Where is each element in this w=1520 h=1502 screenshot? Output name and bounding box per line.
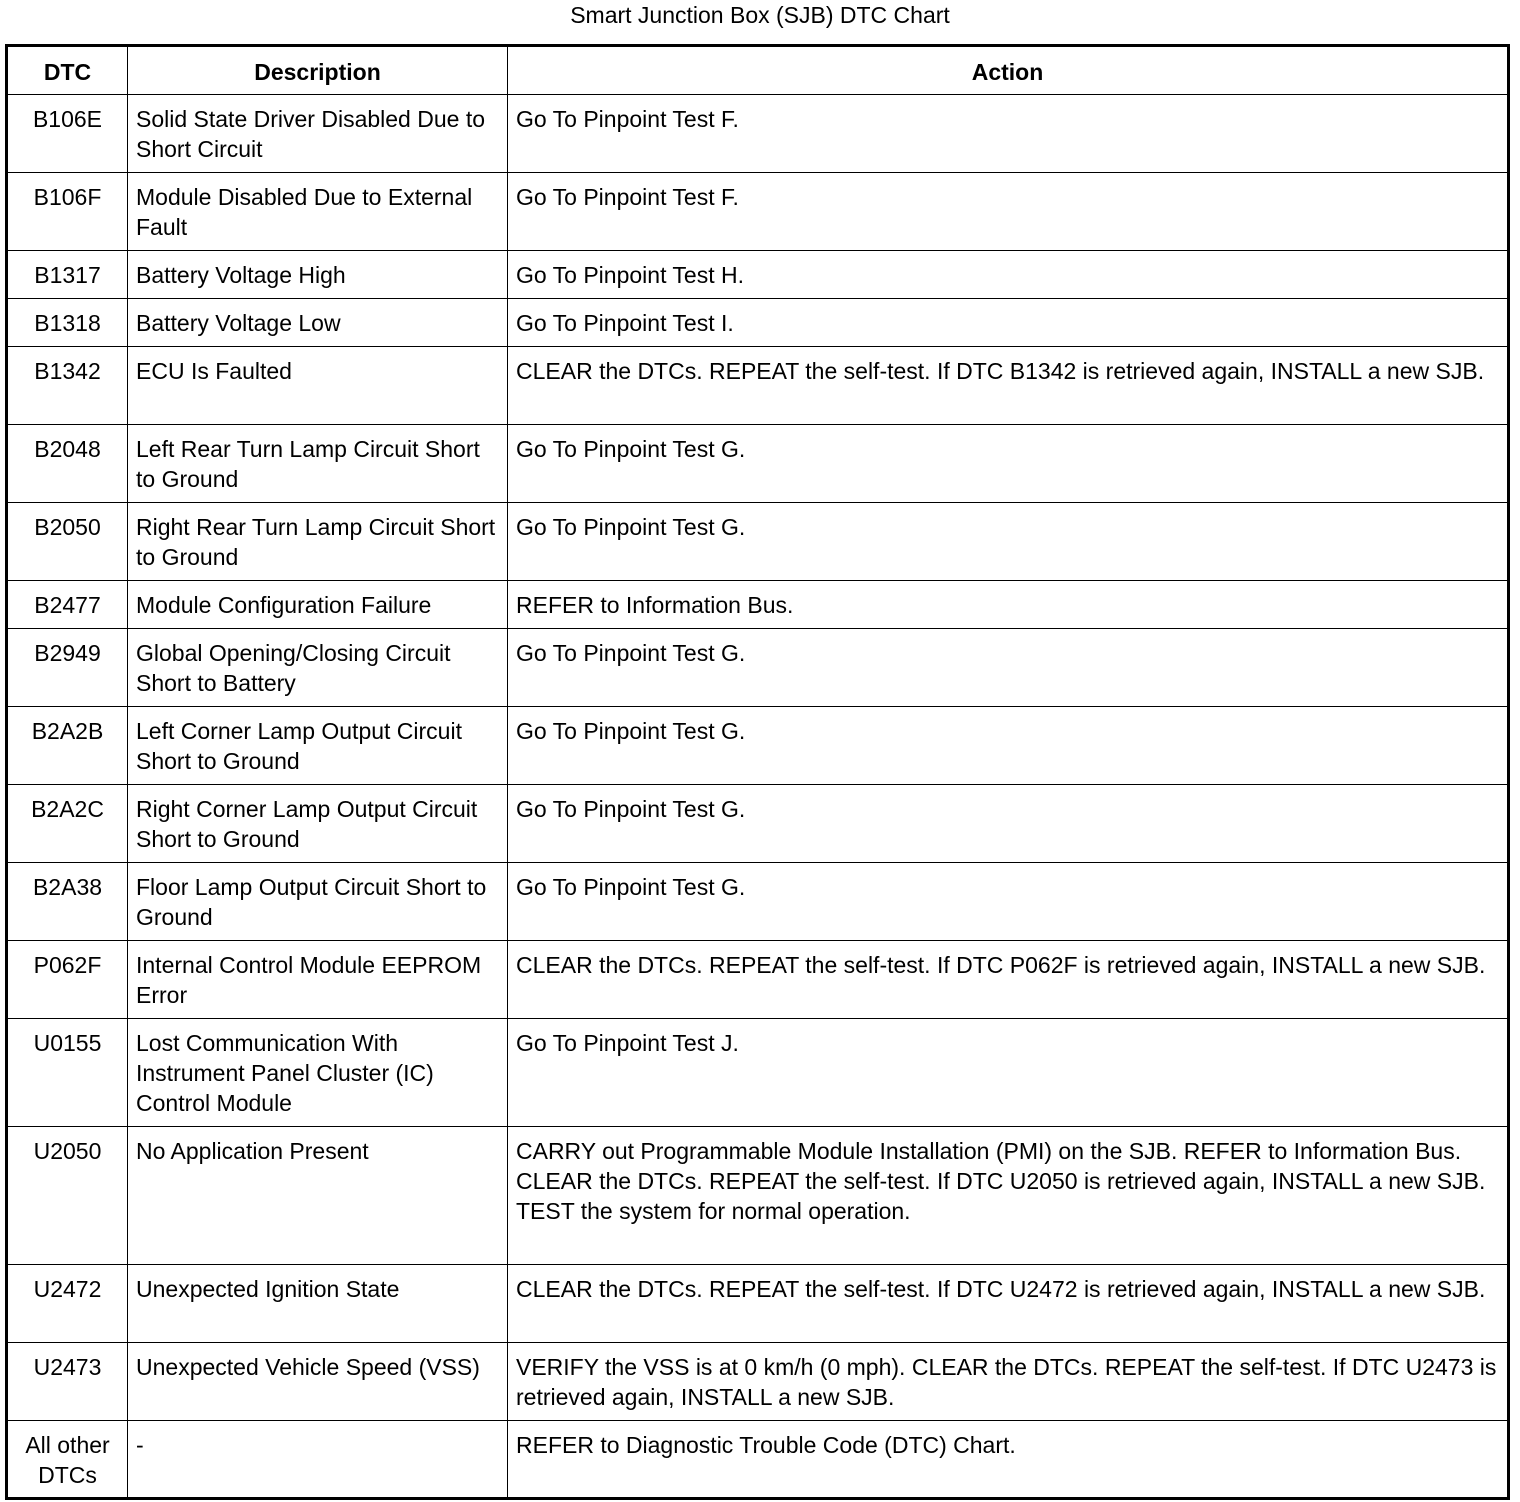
action-cell: Go To Pinpoint Test F. [508,173,1509,251]
description-cell: Battery Voltage High [128,251,508,299]
description-cell: Battery Voltage Low [128,299,508,347]
dtc-code-cell: U2473 [7,1343,128,1421]
dtc-code-cell: B1342 [7,347,128,425]
action-cell: Go To Pinpoint Test G. [508,785,1509,863]
description-cell: Left Corner Lamp Output Circuit Short to Ground [128,707,508,785]
dtc-code-cell: B2050 [7,503,128,581]
action-cell: VERIFY the VSS is at 0 km/h (0 mph). CLEAR the DTCs. REPEAT the self-test. If DTC U2473 is retrieved again, INSTALL a new SJB. [508,1343,1509,1421]
dtc-code-cell: B106F [7,173,128,251]
table-row [7,425,1509,503]
dtc-code-cell: P062F [7,941,128,1019]
action-cell: REFER to Diagnostic Trouble Code (DTC) Chart. [508,1421,1509,1499]
table-header-row [7,46,1509,95]
table-row [7,95,1509,173]
page-title: Smart Junction Box (SJB) DTC Chart [570,2,950,28]
description-cell: Solid State Driver Disabled Due to Short Circuit [128,95,508,173]
column-header-description: Description [128,46,508,95]
column-header-action: Action [508,46,1509,95]
table-row [7,173,1509,251]
dtc-code-cell: B2A2C [7,785,128,863]
table-row [7,1343,1509,1421]
table-row [7,503,1509,581]
description-cell: Module Disabled Due to External Fault [128,173,508,251]
dtc-code-cell: B2949 [7,629,128,707]
dtc-code-cell: B2048 [7,425,128,503]
description-cell: ECU Is Faulted [128,347,508,425]
description-cell: Floor Lamp Output Circuit Short to Ground [128,863,508,941]
action-cell: Go To Pinpoint Test G. [508,629,1509,707]
dtc-code-cell: U2472 [7,1265,128,1343]
action-cell: Go To Pinpoint Test G. [508,707,1509,785]
table-row [7,251,1509,299]
table-row [7,1127,1509,1265]
action-cell: REFER to Information Bus. [508,581,1509,629]
dtc-code-cell: All other DTCs [7,1421,128,1499]
dtc-code-cell: U2050 [7,1127,128,1265]
description-cell: Right Corner Lamp Output Circuit Short to Ground [128,785,508,863]
table-row [7,707,1509,785]
description-cell: Lost Communication With Instrument Panel Cluster (IC) Control Module [128,1019,508,1127]
action-cell: Go To Pinpoint Test J. [508,1019,1509,1127]
table-row [7,1265,1509,1343]
action-cell: CARRY out Programmable Module Installation (PMI) on the SJB. REFER to Information Bus. CLEAR the DTCs. REPEAT the self-test. If DTC U2050 is retrieved again, INSTALL a new SJB. TEST the system for normal operation. [508,1127,1509,1265]
description-cell: Module Configuration Failure [128,581,508,629]
description-cell: Internal Control Module EEPROM Error [128,941,508,1019]
dtc-code-cell: B106E [7,95,128,173]
action-cell: Go To Pinpoint Test F. [508,95,1509,173]
dtc-code-cell: B1318 [7,299,128,347]
description-cell: No Application Present [128,1127,508,1265]
action-cell: Go To Pinpoint Test G. [508,503,1509,581]
dtc-table [5,44,1510,1500]
table-row [7,1019,1509,1127]
dtc-code-cell: B2A38 [7,863,128,941]
action-cell: Go To Pinpoint Test G. [508,425,1509,503]
description-cell: Unexpected Vehicle Speed (VSS) [128,1343,508,1421]
dtc-code-cell: U0155 [7,1019,128,1127]
action-cell: Go To Pinpoint Test I. [508,299,1509,347]
table-row [7,863,1509,941]
dtc-code-cell: B1317 [7,251,128,299]
action-cell: CLEAR the DTCs. REPEAT the self-test. If DTC U2472 is retrieved again, INSTALL a new SJB. [508,1265,1509,1343]
table-row [7,785,1509,863]
description-cell: - [128,1421,508,1499]
action-cell: CLEAR the DTCs. REPEAT the self-test. If DTC P062F is retrieved again, INSTALL a new SJB. [508,941,1509,1019]
description-cell: Unexpected Ignition State [128,1265,508,1343]
description-cell: Right Rear Turn Lamp Circuit Short to Ground [128,503,508,581]
column-header-dtc: DTC [7,46,128,95]
table-row [7,1421,1509,1499]
description-cell: Global Opening/Closing Circuit Short to Battery [128,629,508,707]
table-row [7,299,1509,347]
table-row [7,347,1509,425]
action-cell: CLEAR the DTCs. REPEAT the self-test. If DTC B1342 is retrieved again, INSTALL a new SJB. [508,347,1509,425]
action-cell: Go To Pinpoint Test H. [508,251,1509,299]
table-row [7,581,1509,629]
dtc-code-cell: B2477 [7,581,128,629]
description-cell: Left Rear Turn Lamp Circuit Short to Ground [128,425,508,503]
table-row [7,941,1509,1019]
table-row [7,629,1509,707]
dtc-code-cell: B2A2B [7,707,128,785]
action-cell: Go To Pinpoint Test G. [508,863,1509,941]
